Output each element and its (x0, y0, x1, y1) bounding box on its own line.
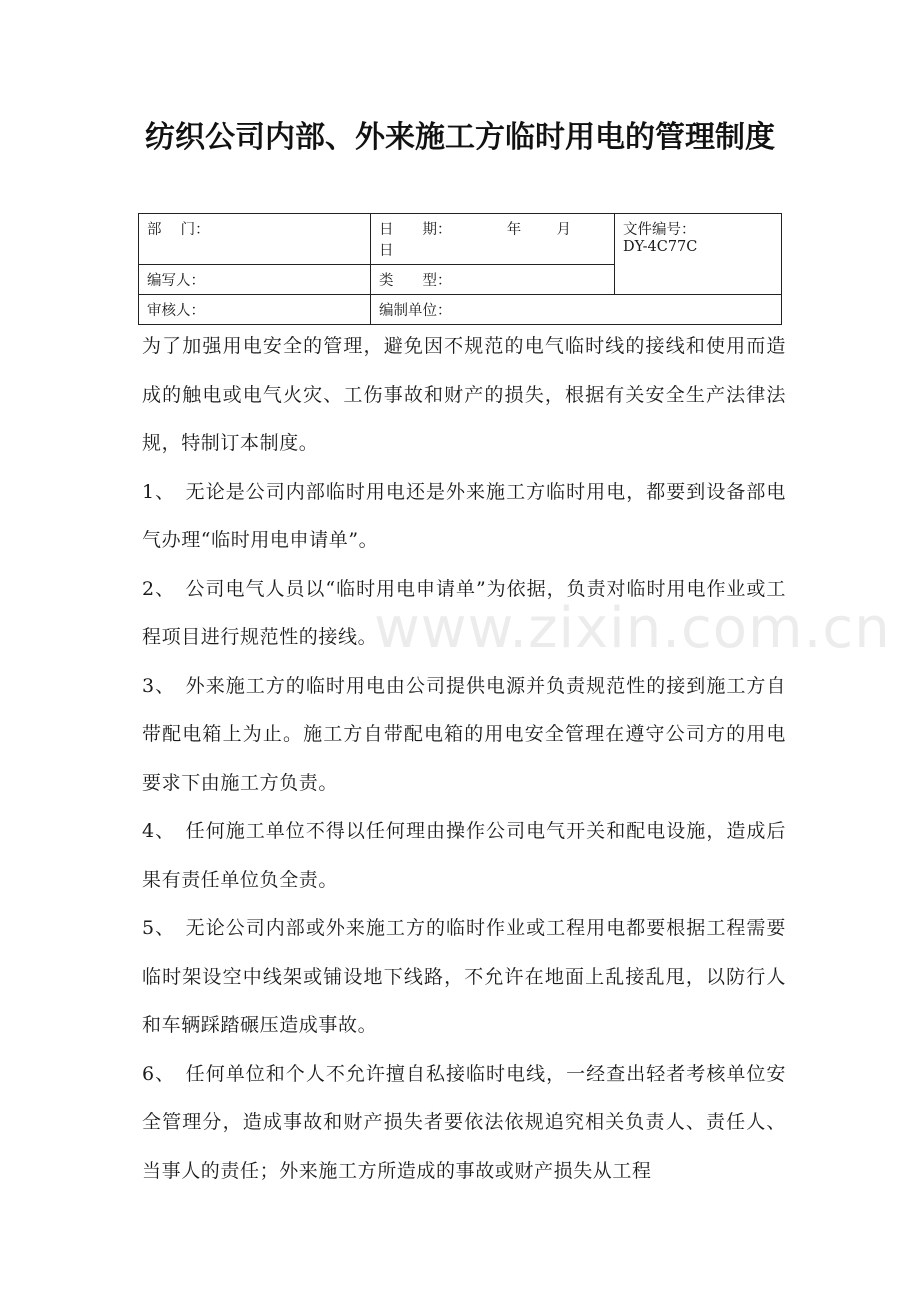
rule-paragraph-2: 2、 公司电气人员以“临时用电申请单”为依据，负责对临时用电作业或工程项目进行规范性的接线。 (142, 577, 786, 648)
rule-paragraph-5: 5、 无论公司内部或外来施工方的临时作业或工程用电都要根据工程需要临时架设空中线架或铺设地下线路，不允许在地面上乱接乱甩，以防行人和车辆踩踏碾压造成事故。 (142, 917, 786, 1036)
department-cell (139, 214, 371, 265)
unit-label: 编制单位： (379, 303, 452, 319)
doc-number-cell (615, 214, 782, 295)
rule-paragraph-1: 1、 无论是公司内部临时用电还是外来施工方临时用电，都要到设备部电气办理“临时用电申请单”。 (142, 480, 786, 551)
rule-paragraph-3: 3、 外来施工方的临时用电由公司提供电源并负责规范性的接到施工方自带配电箱上为止。施工方自带配电箱的用电安全管理在遵守公司方的用电要求下由施工方负责。 (142, 674, 786, 794)
writer-label: 编写人： (147, 273, 205, 289)
date-day-label: 日 (379, 243, 394, 259)
intro-paragraph: 为了加强用电安全的管理，避免因不规范的电气临时线的接线和使用而造成的触电或电气火灾、工伤事故和财产的损失，根据有关安全生产法律法规，特制订本制度。 (142, 335, 786, 454)
date-year-label: 年 (506, 222, 522, 238)
rule-paragraph-4: 4、 任何施工单位不得以任何理由操作公司电气开关和配电设施，造成后果有责任单位负全责。 (142, 820, 786, 891)
doc-number-value: DY-4C77C (623, 239, 698, 255)
type-cell (371, 265, 615, 295)
reviewer-label: 审核人： (147, 303, 205, 319)
date-label: 日 期： (379, 222, 452, 238)
rule-paragraph-6: 6、 任何单位和个人不允许擅自私接临时电线，一经查出轻者考核单位安全管理分，造成事故和财产损失者要依法依规追究相关负责人、责任人、当事人的责任；外来施工方所造成的事故或财产损失从工程 (142, 1062, 786, 1182)
document-title: 纺织公司内部、外来施工方临时用电的管理制度 (145, 120, 775, 155)
date-month-label: 月 (556, 222, 571, 238)
type-label: 类 型： (379, 273, 452, 289)
unit-cell (371, 295, 782, 325)
watermark: www.zixin.com.cn (374, 596, 891, 661)
doc-number-label: 文件编号： (623, 222, 696, 238)
date-cell (371, 214, 615, 265)
document-info-table (138, 213, 782, 325)
document-body (142, 322, 786, 1195)
writer-cell (139, 265, 371, 295)
reviewer-cell (139, 295, 371, 325)
department-label: 部 门： (147, 222, 210, 238)
